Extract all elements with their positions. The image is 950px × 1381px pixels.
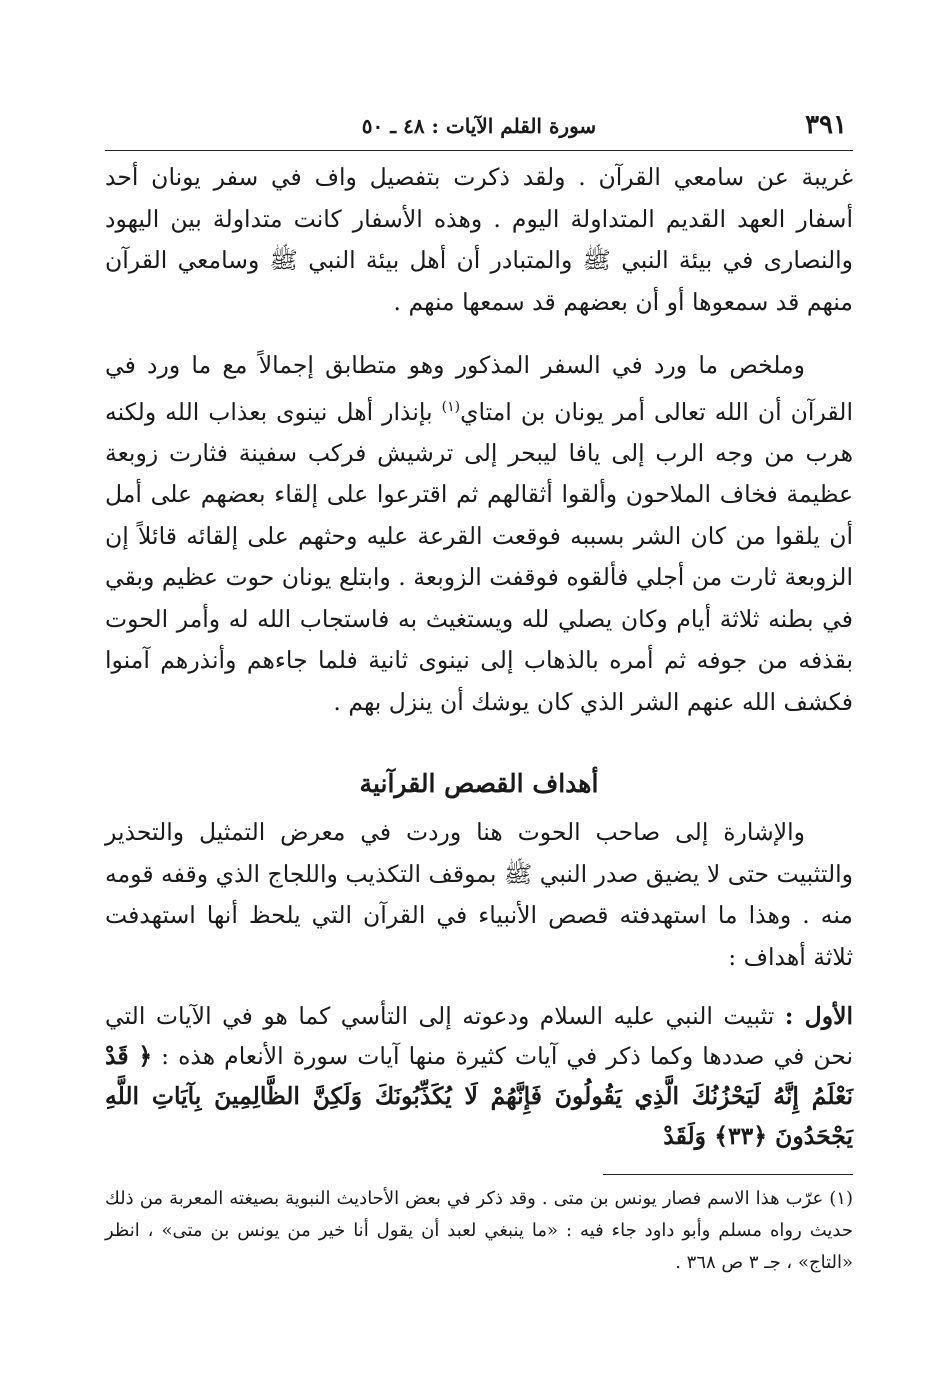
quran-verse: ﴿ قَدْ نَعْلَمُ إِنَّهُ لَيَحْزُنُكَ الَّذِي يَقُولُونَ فَإِنَّهُمْ لَا يُكَذِّبُونَكَ وَلَكِنَّ الظَّالِمِينَ بِآيَاتِ اللَّهِ يَجْحَدُونَ ﴿٣٣﴾ وَلَقَدْ bbox=[105, 1042, 853, 1151]
page-number: ٣٩١ bbox=[805, 110, 847, 140]
paragraph-4-text: تثبيت النبي عليه السلام ودعوته إلى التأسي كما هو في الآيات التي نحن في صددها وكما ذكر في آيات كثيرة منها آيات سورة الأنعام هذه : bbox=[105, 1002, 853, 1071]
paragraph-3: والإشارة إلى صاحب الحوت هنا وردت في معرض التمثيل والتحذير والتثبيت حتى لا يضيق صدر النبي ﷺ بموقف التكذيب واللجاج الذي وقفه قومه منه . وهذا ما استهدفته قصص الأنبياء في القرآن التي يلحظ أنها استهدفت ثلاثة أهداف : bbox=[105, 818, 853, 971]
paragraph-1: غريبة عن سامعي القرآن . ولقد ذكرت بتفصيل واف في سفر يونان أحد أسفار العهد القديم المتداولة اليوم . وهذه الأسفار كانت متداولة بين اليهود والنصارى في بيئة النبي ﷺ والمتبادر أن أهل بيئة النبي ﷺ وسامعي القرآن منهم قد سمعوها أو أن بعضهم قد سمعها منهم . bbox=[105, 163, 853, 316]
paragraph-2-text-b: بإنذار أهل نينوى بعذاب الله ولكنه هرب من وجه الرب إلى يافا ليبحر إلى ترشيش فركب سفينة فثارت زوبعة عظيمة فخاف الملاحون وألقوا أثقالهم ثم اقترعوا على إلقاء بعضهم على أمل أن يلقوا من كان الشر بسببه فوقعت القرعة عليه وحثهم على إلقائه قائلاً إن الزوبعة ثارت من أجلي فألقوه فوقفت الزوبعة . وابتلع يونان حوت عظيم وبقي في بطنه ثلاثة أيام وكان يصلي لله ويستغيث به فاستجاب الله له وأمر الحوت بقذفه من جوفه ثم أمره بالذهاب إلى نينوى ثانية فلما جاءهم وأنذرهم آمنوا فكشف الله عنهم الشر الذي كان يوشك أن ينزل بهم . bbox=[105, 397, 853, 716]
paragraph-2 bbox=[105, 345, 853, 723]
book-page bbox=[105, 110, 853, 1279]
paragraph-4 bbox=[105, 996, 853, 1156]
paragraph-2-text-a: وملخص ما ورد في السفر المذكور وهو متطابق إجمالاً مع ما ورد في القرآن أن الله تعالى أمر يونان بن امتاي bbox=[105, 351, 853, 426]
footnote-reference[interactable]: (١) bbox=[441, 398, 461, 415]
running-title: سورة القلم الآيات : ٤٨ ـ ٥٠ bbox=[361, 114, 597, 138]
page-header bbox=[105, 110, 853, 151]
footnote-divider bbox=[603, 1174, 853, 1175]
footnote: (١) عرّب هذا الاسم فصار يونس بن متى . وقد ذكر في بعض الأحاديث النبوية بصيغته المعربة من ذلك حديث رواه مسلم وأبو داود جاء فيه : «ما ينبغي لعبد أن يقول أنا خير من يونس بن متى» ، انظر «التاج» ، جـ ٣ ص ٣٦٨ . bbox=[105, 1188, 853, 1274]
section-heading: أهداف القصص القرآنية bbox=[359, 769, 599, 799]
paragraph-4-lead: الأول : bbox=[784, 1002, 853, 1031]
